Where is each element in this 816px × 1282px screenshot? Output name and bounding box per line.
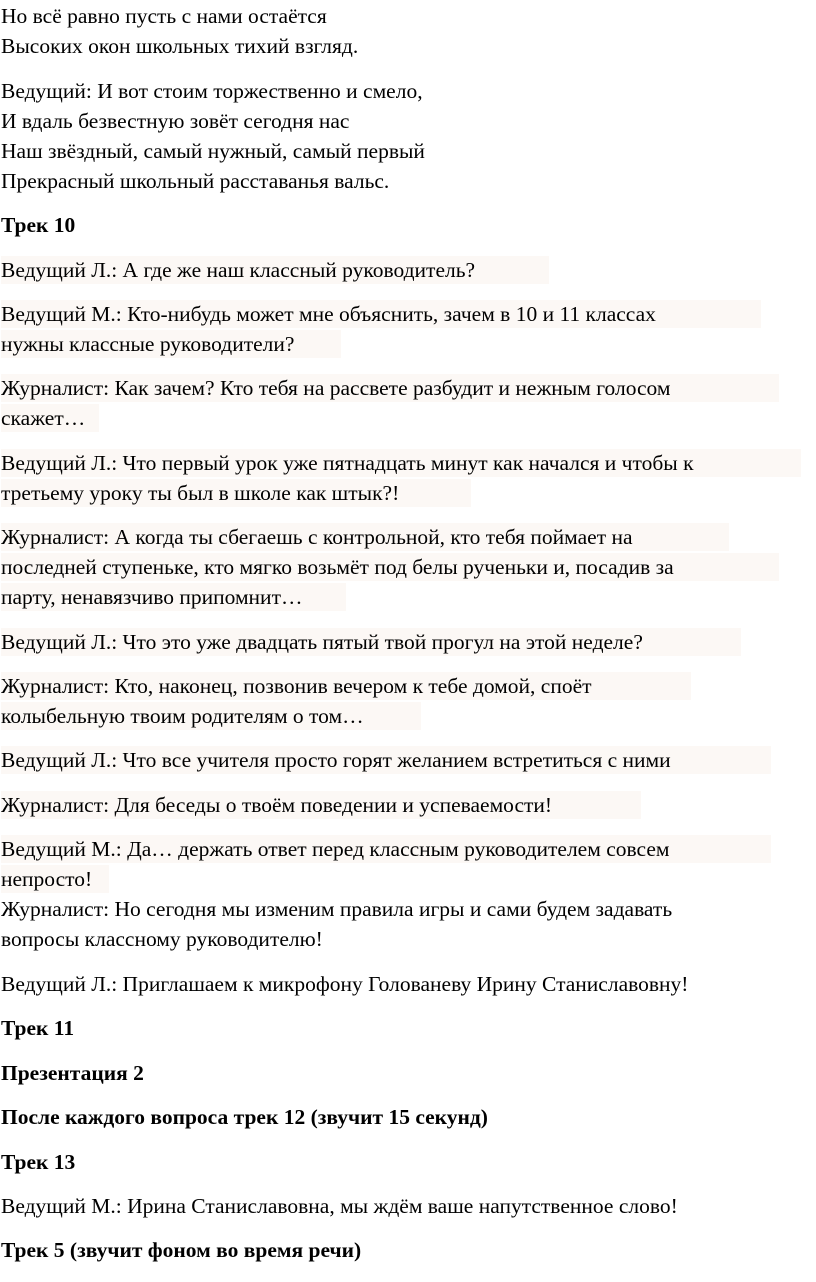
text-line: Ведущий Л.: Что все учителя просто горят желанием встретиться с ними xyxy=(1,746,771,774)
section-heading: После каждого вопроса трек 12 (звучит 15 секунд) xyxy=(1,1105,488,1129)
section-heading: Трек 13 xyxy=(1,1150,76,1174)
text-line: Журналист: Как зачем? Кто тебя на рассвете разбудит и нежным голосом xyxy=(1,374,779,402)
text-line: скажет… xyxy=(1,404,99,432)
text-line: Ведущий Л.: Что первый урок уже пятнадцать минут как начался и чтобы к xyxy=(1,449,801,477)
text-line: Высоких окон школьных тихий взгляд. xyxy=(1,34,359,58)
text-line: Ведущий: И вот стоим торжественно и смело, xyxy=(1,79,423,103)
text-line: колыбельную твоим родителям о том… xyxy=(1,702,421,730)
text-line: Журналист: Для беседы о твоём поведении и успеваемости! xyxy=(1,791,641,819)
section-heading: Презентация 2 xyxy=(1,1061,144,1085)
text-line: Ведущий М.: Да… держать ответ перед классным руководителем совсем xyxy=(1,835,771,863)
text-line: Ведущий Л.: Приглашаем к микрофону Голованеву Ирину Станиславовну! xyxy=(1,972,689,996)
text-line: парту, ненавязчиво припомнит… xyxy=(1,583,346,611)
text-line: последней ступеньке, кто мягко возьмёт под белы рученьки и, посадив за xyxy=(1,553,779,581)
text-line: третьему уроку ты был в школе как штык?! xyxy=(1,479,471,507)
text-line: Ведущий М.: Ирина Станиславовна, мы ждём ваше напутственное слово! xyxy=(1,1194,678,1218)
text-line: Журналист: А когда ты сбегаешь с контрольной, кто тебя поймает на xyxy=(1,523,729,551)
section-heading: Трек 11 xyxy=(1,1016,75,1040)
text-line: вопросы классному руководителю! xyxy=(1,927,323,951)
text-line: Ведущий Л.: Что это уже двадцать пятый твой прогул на этой неделе? xyxy=(1,628,741,656)
text-line: Журналист: Но сегодня мы изменим правила игры и сами будем задавать xyxy=(1,897,673,921)
text-line: И вдаль безвестную зовёт сегодня нас xyxy=(1,109,350,133)
text-line: нужны классные руководители? xyxy=(1,330,341,358)
section-heading: Трек 10 xyxy=(1,213,76,237)
text-line: Журналист: Кто, наконец, позвонив вечером к тебе домой, споёт xyxy=(1,672,691,700)
text-line: непросто! xyxy=(1,865,109,893)
text-line: Прекрасный школьный расставанья вальс. xyxy=(1,169,390,193)
text-line: Ведущий М.: Кто-нибудь может мне объяснить, зачем в 10 и 11 классах xyxy=(1,300,761,328)
section-heading: Трек 5 (звучит фоном во время речи) xyxy=(1,1238,362,1262)
text-line: Ведущий Л.: А где же наш классный руководитель? xyxy=(1,256,549,284)
text-line: Но всё равно пусть с нами остаётся xyxy=(1,4,327,28)
text-line: Наш звёздный, самый нужный, самый первый xyxy=(1,139,425,163)
